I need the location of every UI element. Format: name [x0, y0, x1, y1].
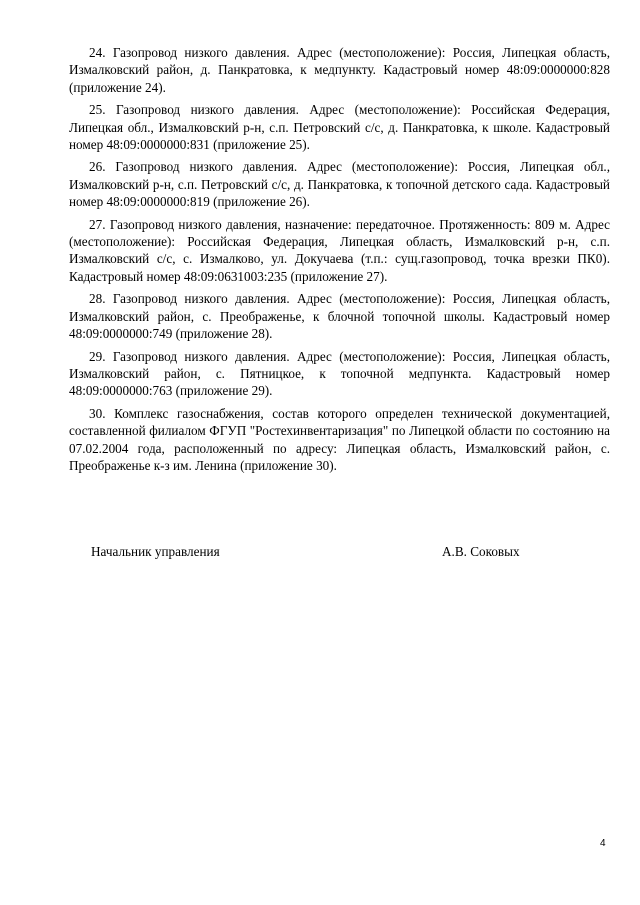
list-item: 24. Газопровод низкого давления. Адрес (местоположение): Россия, Липецкая область, Измалковский район, д. Панкратовка, к медпункту. Кадастровый номер 48:09:0000000:828 (приложение 24). [69, 45, 610, 95]
property-list [69, 44, 610, 479]
list-item: 25. Газопровод низкого давления. Адрес (местоположение): Российская Федерация, Липецкая обл., Измалковский р-н, с.п. Петровский с/с, д. Панкратовка, к школе. Кадастровый номер 48:09:0000000:831 (приложение 25). [69, 102, 610, 153]
list-item: 30. Комплекс газоснабжения, состав которого определен технической документацией, составленной филиалом ФГУП "Ростехинвентаризация" по Липецкой области по состоянию на 07.02.2004 года, расположенный по адресу: Липецкая область, Измалковский район, с. Преображенье к-з им. Ленина (приложение 30). [69, 405, 610, 473]
list-item: 28. Газопровод низкого давления. Адрес (местоположение): Россия, Липецкая область, Измалковский район, с. Преображенье, к блочной топочной школы. Кадастровый номер 48:09:0000000:749 (приложение 28). [69, 291, 610, 342]
list-item: 29. Газопровод низкого давления. Адрес (местоположение): Россия, Липецкая область, Измалковский район, с. Пятницкое, к топочной медпункта. Кадастровый номер 48:09:0000000:763 (приложение 29). [69, 348, 610, 399]
signatory-name: А.В. Соковых [442, 544, 520, 559]
signatory-title: Начальник управления [91, 544, 220, 559]
signature-block [91, 543, 531, 561]
list-item: 26. Газопровод низкого давления. Адрес (местоположение): Россия, Липецкая обл., Измалковский р-н, с.п. Петровский с/с, д. Панкратовка, к топочной детского сада. Кадастровый номер 48:09:0000000:819 (приложение 26). [69, 159, 610, 210]
page-number: 4 [600, 838, 606, 849]
list-item: 27. Газопровод низкого давления, назначение: передаточное. Протяженность: 809 м. Адрес (местоположение): Российская Федерация, Липецкая область, Измалковский р-н, с.п. Измалковский с/с, с. Измалково, ул. Докучаева (т.п.: сущ.газопровод, точка врезки ПК0). Кадастровый номер 48:09:0631003:235 (приложение 27). [69, 216, 610, 284]
